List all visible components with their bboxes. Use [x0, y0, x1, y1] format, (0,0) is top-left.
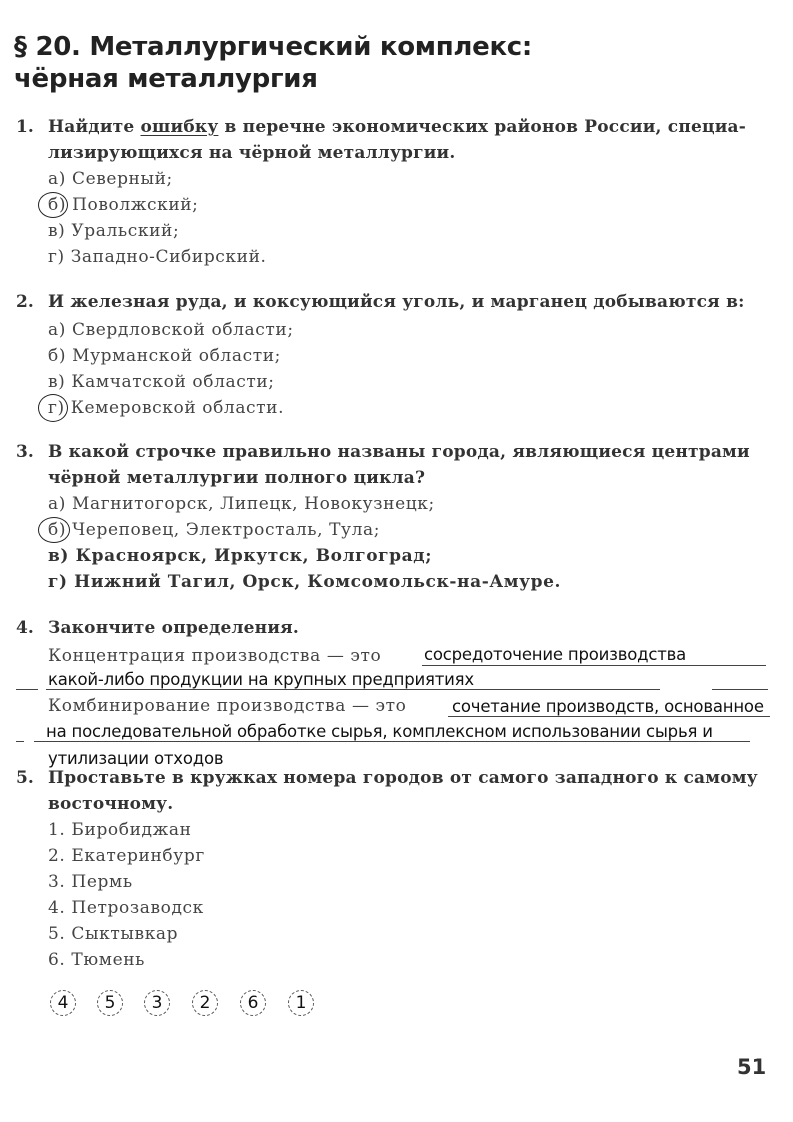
question-3-text-line2: чёрной металлургии полного цикла?	[48, 468, 426, 488]
city-list-item: 3. Пермь	[48, 872, 133, 892]
definition-1-answer-line1: сосредоточение производства	[424, 645, 687, 664]
answer-line	[46, 689, 660, 690]
answer-line	[448, 716, 770, 717]
city-list-item: 1. Биробиджан	[48, 820, 192, 840]
question-1-number: 1.	[16, 117, 34, 137]
definition-2-answer-line2: на последовательной обработке сырья, комплексном использовании сырья и	[46, 722, 713, 741]
q1-option-d: г) Западно-Сибирский.	[48, 247, 267, 267]
question-5-text: Проставьте в кружках номера городов от самого западного к самому	[48, 768, 758, 788]
question-2-number: 2.	[16, 292, 34, 312]
city-list-item: 5. Сыктывкар	[48, 924, 179, 944]
page-number: 51	[737, 1055, 767, 1079]
answer-line	[34, 741, 750, 742]
answer-circle-3: 3	[144, 990, 170, 1016]
q1-option-b: б) Поволжский;	[48, 195, 199, 215]
q1-option-a: а) Северный;	[48, 169, 173, 189]
q3-option-a: а) Магнитогорск, Липецк, Новокузнецк;	[48, 494, 435, 514]
q2-option-c: в) Камчатской области;	[48, 372, 275, 392]
q3-option-d: г) Нижний Тагил, Орск, Комсомольск-на-Амуре.	[48, 572, 562, 592]
q2-option-a: а) Свердловской области;	[48, 320, 294, 340]
answer-circle-q3	[38, 517, 70, 543]
question-4-text: Закончите определения.	[48, 618, 300, 638]
q2-option-d: г) Кемеровской области.	[48, 398, 285, 418]
q1-option-c: в) Уральский;	[48, 221, 180, 241]
answer-circle-q2	[38, 394, 68, 422]
section-title: § 20. Металлургический комплекс:	[14, 32, 533, 62]
answer-line	[16, 741, 24, 742]
question-5-text-line2: восточному.	[48, 794, 174, 814]
definition-2-label: Комбинирование производства — это	[48, 696, 407, 716]
q3-option-b: б) Череповец, Электросталь, Тула;	[48, 520, 381, 540]
question-5-number: 5.	[16, 768, 34, 788]
answer-line	[16, 689, 38, 690]
city-list-item: 4. Петрозаводск	[48, 898, 204, 918]
definition-1-label: Концентрация производства — это	[48, 646, 382, 666]
question-3-number: 3.	[16, 442, 34, 462]
question-1-text: Найдите ошибку в перечне экономических районов России, специа-	[48, 117, 747, 137]
answer-line	[422, 665, 766, 666]
question-1-text-line2: лизирующихся на чёрной металлургии.	[48, 143, 456, 163]
answer-circle-4: 2	[192, 990, 218, 1016]
city-list-item: 6. Тюмень	[48, 950, 146, 970]
city-list-item: 2. Екатеринбург	[48, 846, 205, 866]
question-4-number: 4.	[16, 618, 34, 638]
answer-circle-1: 4	[50, 990, 76, 1016]
q3-option-c: в) Красноярск, Иркутск, Волгоград;	[48, 546, 433, 566]
answer-circle-6: 1	[288, 990, 314, 1016]
answer-circle-5: 6	[240, 990, 266, 1016]
section-subtitle: чёрная металлургия	[14, 64, 318, 94]
definition-1-answer-line2: какой-либо продукции на крупных предприятиях	[48, 670, 474, 689]
definition-2-answer-line1: сочетание производств, основанное	[452, 697, 764, 716]
answer-circle-q1	[38, 192, 68, 218]
answer-circle-2: 5	[97, 990, 123, 1016]
definition-2-answer-line3: утилизации отходов	[48, 749, 224, 768]
question-3-text: В какой строчке правильно названы города, являющиеся центрами	[48, 442, 750, 462]
question-2-text: И железная руда, и коксующийся уголь, и марганец добываются в:	[48, 292, 745, 312]
answer-line	[712, 689, 768, 690]
q2-option-b: б) Мурманской области;	[48, 346, 281, 366]
